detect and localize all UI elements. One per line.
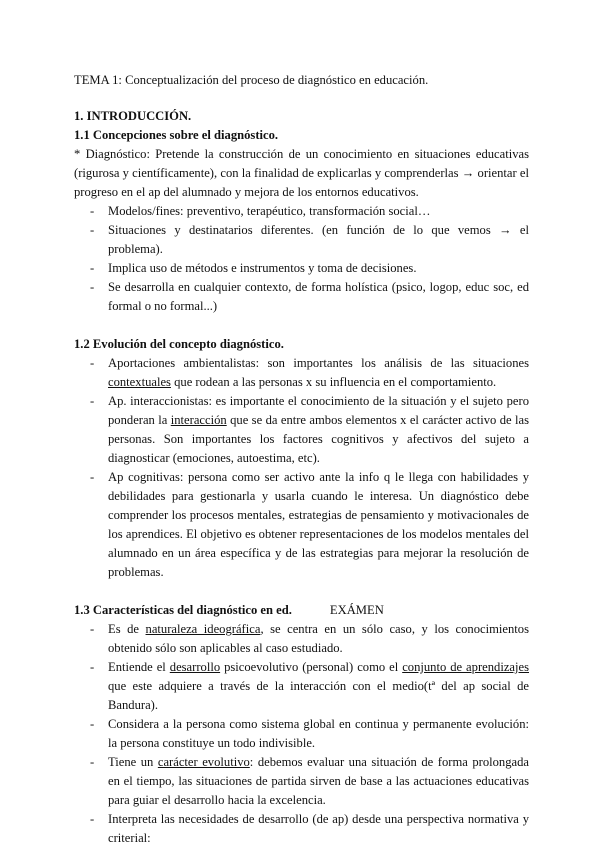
- text-run: Ap. interaccionistas: es importante el conocimiento de la situación y el sujeto pero ponderan la: [108, 394, 529, 427]
- document-page: [74, 71, 529, 848]
- subsection-heading-1-3: [74, 601, 529, 620]
- underlined-term: desarrollo: [169, 660, 221, 674]
- underlined-term: contextuales: [108, 375, 171, 389]
- list-item: - Situaciones y destinatarios diferentes. (en función de lo que vemos → el problema).: [74, 221, 529, 259]
- list-item: [74, 753, 529, 810]
- list-item: [74, 658, 529, 715]
- text-run: que este adquiere a través de la interacción con el medio(tª del ap social de Bandura).: [108, 679, 529, 712]
- underlined-term: interacción: [170, 413, 227, 427]
- text-run: que se da entre ambos elementos x el carácter activo de las personas. Son importantes los factores cognitivos y afectivos del sujeto a diagnosticar (emociones, autoestima, etc).: [108, 413, 529, 465]
- list-item: - Interpreta las necesidades de desarrollo (de ap) desde una perspectiva normativa y criterial:: [74, 810, 529, 848]
- concepciones-list: [74, 202, 529, 316]
- subsection-heading-1-1: 1.1 Concepciones sobre el diagnóstico.: [74, 128, 279, 142]
- text-run: Tiene un: [108, 755, 158, 769]
- exam-note: EXÁMEN: [329, 603, 384, 617]
- underlined-term: naturaleza ideográfica: [145, 622, 261, 636]
- list-item: [74, 392, 529, 468]
- subsection-title: 1.3 Características del diagnóstico en ed.: [74, 603, 292, 617]
- list-item: - Modelos/fines: preventivo, terapéutico, transformación social…: [74, 202, 529, 221]
- text-run: Entiende el: [108, 660, 170, 674]
- text-run: que rodean a las personas x su influencia en el comportamiento.: [170, 375, 497, 389]
- evolucion-list: [74, 354, 529, 582]
- text-run: Aportaciones ambientalistas: son importantes los análisis de las situaciones: [108, 356, 529, 370]
- diagnostico-definition: * Diagnóstico: Pretende la construcción de un conocimiento en situaciones educativas (rigurosa y científicamente), con la finalidad de explicarlas y comprenderlas → orientar el progreso en el ap del alumnado y mejora de los entornos educativos.: [74, 147, 529, 199]
- text-run: psicoevolutivo (personal) como el: [220, 660, 403, 674]
- text-run: : debemos evaluar una situación de forma prolongada en el tiempo, las situaciones de partida sirven de base a las actuaciones educativas para guiar el desarrollo hacia la excelencia.: [108, 755, 529, 807]
- list-item: [74, 354, 529, 392]
- text-run: , se centra en un sólo caso, y los conocimientos obtenido sólo son aplicables al caso estudiado.: [108, 622, 529, 655]
- list-item: - Ap cognitivas: persona como ser activo ante la info q le llega con habilidades y debilidades para gestionarla y usarla cuando le interesa. Un diagnóstico debe comprender los procesos mentales, estrategias de pensamiento y motivacionales de los aprendices. El objetivo es obtener representaciones de los modelos mentales del alumnado en un área específica y de las estrategias para mejorar la resolución de problemas.: [74, 468, 529, 582]
- list-item: [74, 620, 529, 658]
- section-heading-introduccion: 1. INTRODUCCIÓN.: [74, 109, 192, 123]
- underlined-term: carácter evolutivo: [157, 755, 250, 769]
- list-item: - Se desarrolla en cualquier contexto, de forma holística (psico, logop, educ soc, ed formal o no formal...): [74, 278, 529, 316]
- list-item: - Considera a la persona como sistema global en continua y permanente evolución: la persona constituye un todo indivisible.: [74, 715, 529, 753]
- underlined-term: conjunto de aprendizajes: [402, 660, 529, 674]
- text-run: Es de: [108, 622, 146, 636]
- caracteristicas-list: [74, 620, 529, 848]
- subsection-heading-1-2: 1.2 Evolución del concepto diagnóstico.: [74, 337, 284, 351]
- list-item: - Implica uso de métodos e instrumentos y toma de decisiones.: [74, 259, 529, 278]
- document-title: TEMA 1: Conceptualización del proceso de diagnóstico en educación.: [74, 73, 429, 87]
